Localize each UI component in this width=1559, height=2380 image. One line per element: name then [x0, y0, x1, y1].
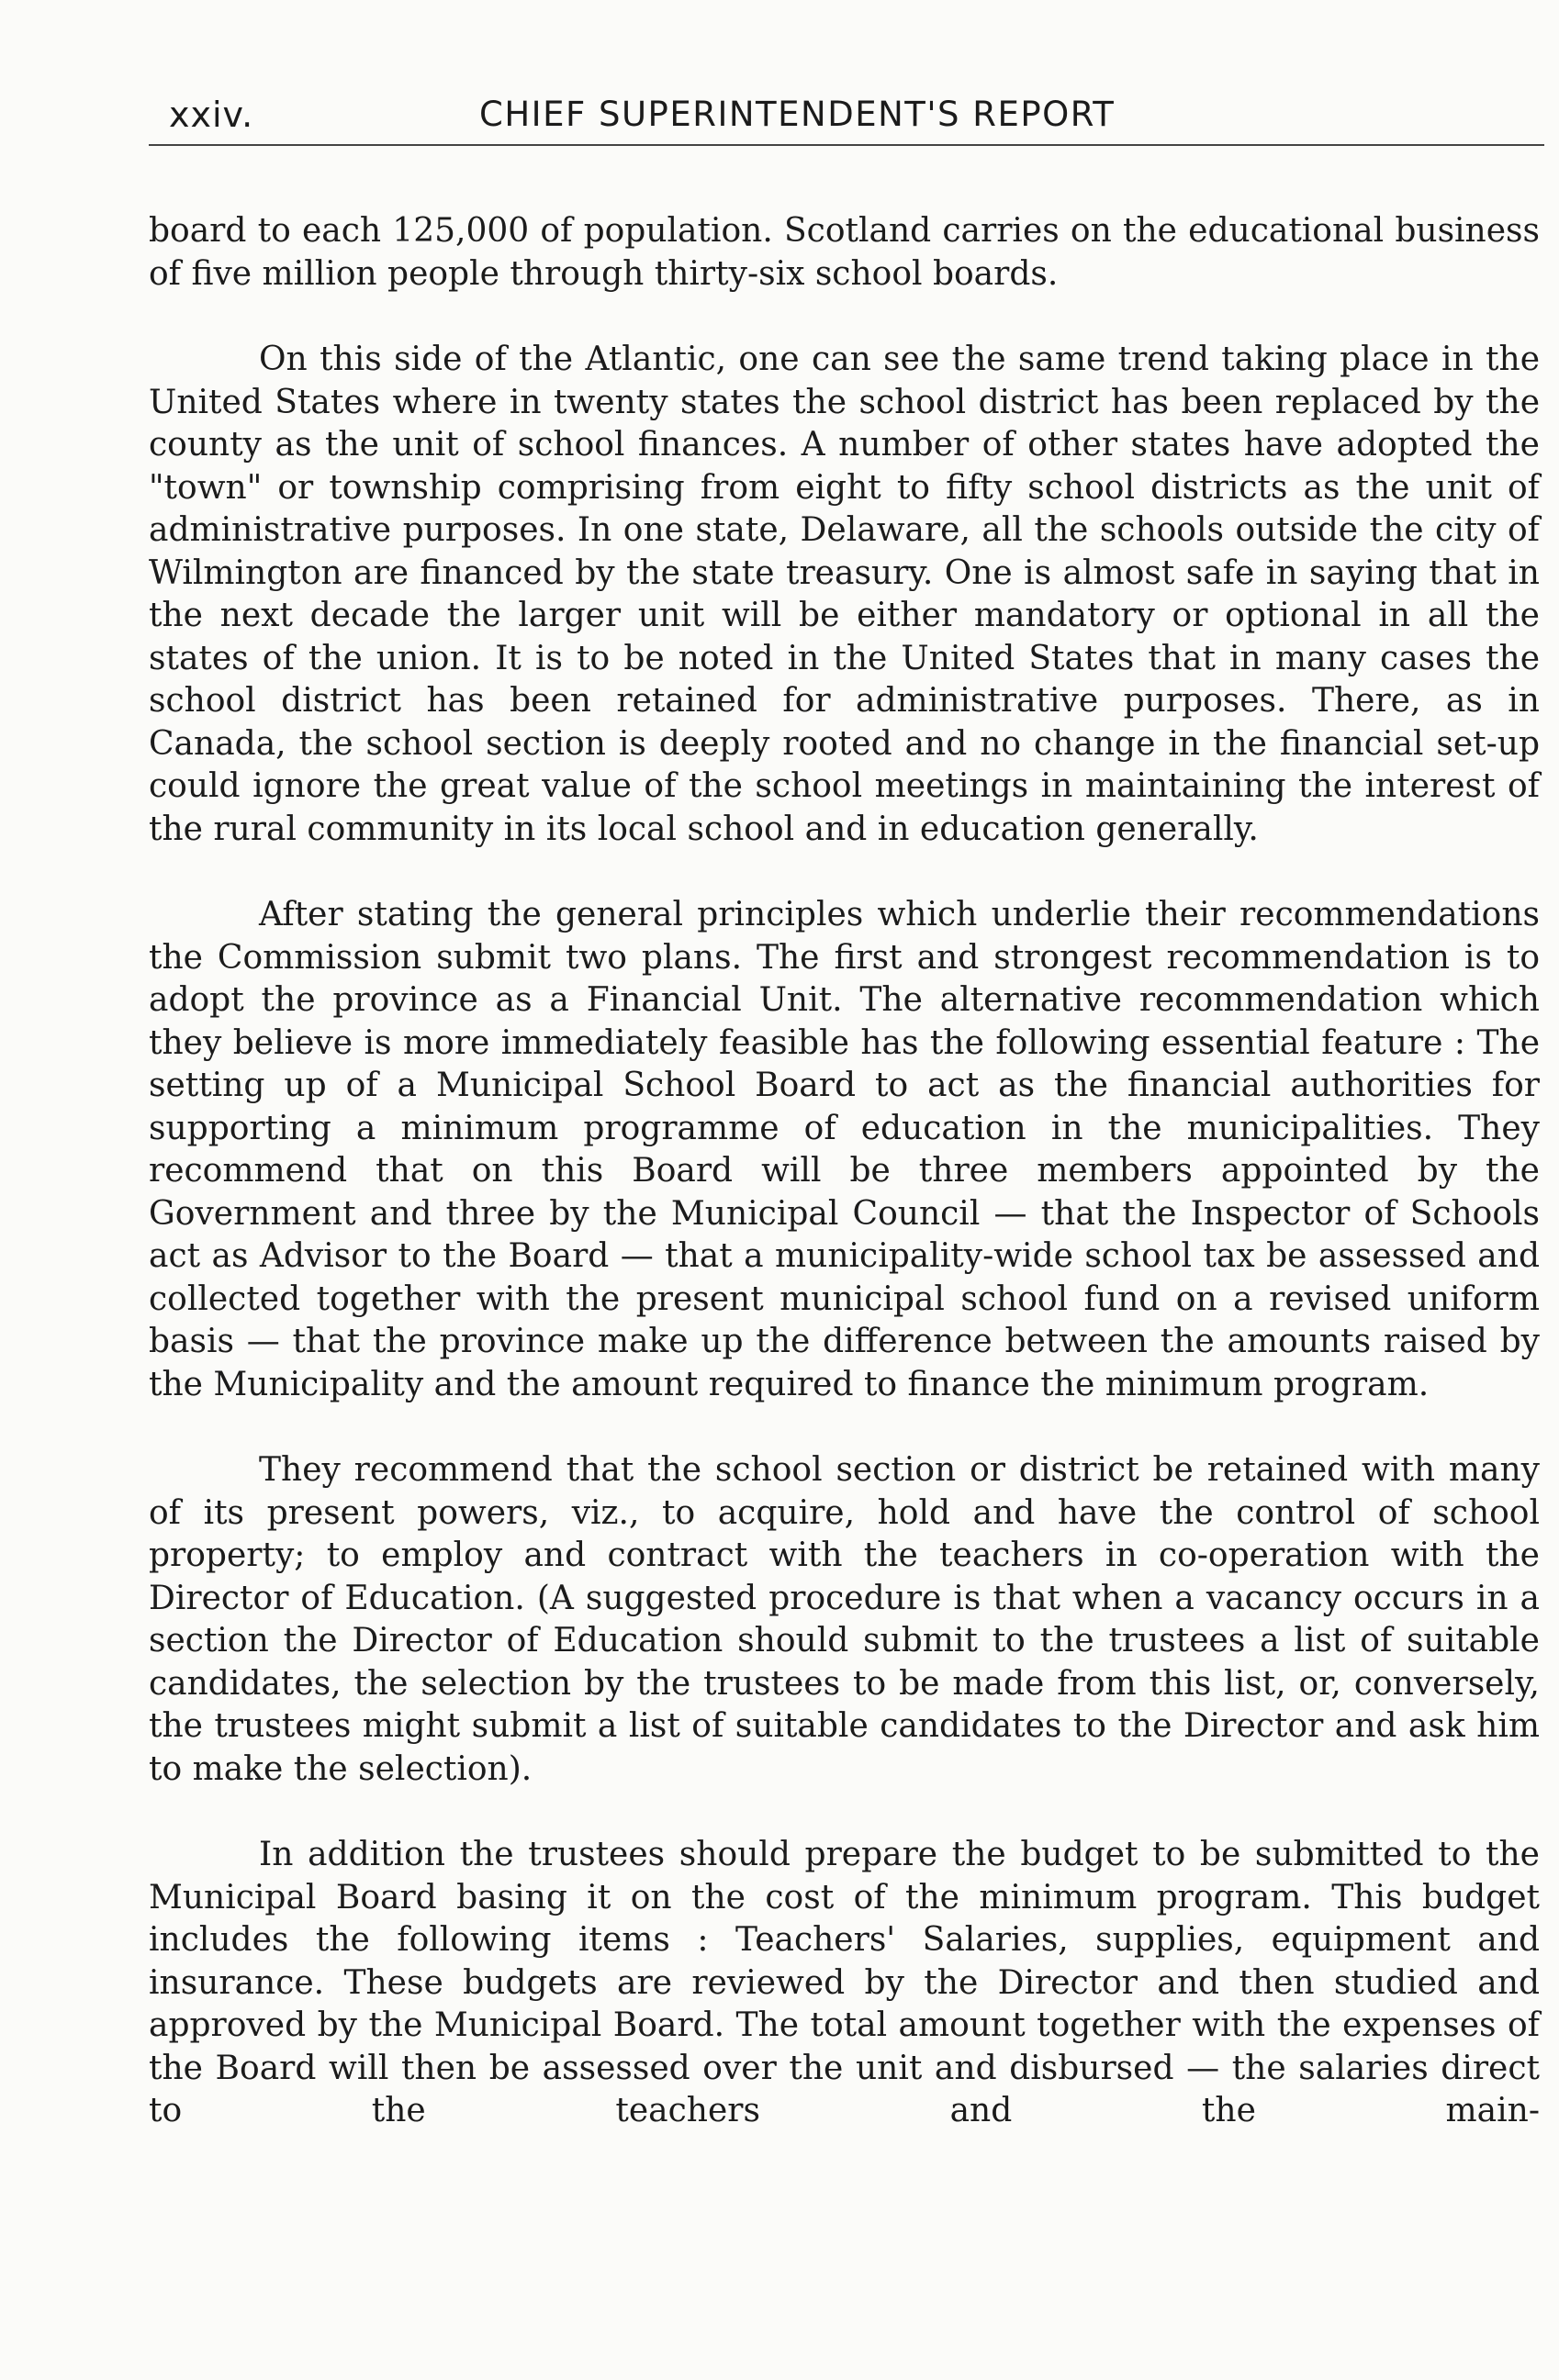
- body-text: [149, 210, 1540, 2133]
- paragraph-school-section: They recommend that the school section or district be retained with many of its present powers, viz., to acquire, hold and have the control of school property; to employ and contract with the teachers in co-operation with the Director of Education. (A suggested procedure is that when a vacancy occurs in a section the Director of Education should submit to the trustees a list of suitable candidates, the selection by the trustees to be made from this list, or, conversely, the trustees might submit a list of suitable candidates to the Director and ask him to make the selection).: [149, 1451, 1540, 1788]
- paragraph-united-states: On this side of the Atlantic, one can see the same trend taking place in the United States where in twenty states the school district has been replaced by the county as the unit of school finances. A number of other states have adopted the "town" or township comprising from eight to fifty school districts as the unit of administrative purposes. In one state, Delaware, all the schools outside the city of Wilmington are financed by the state treasury. One is almost safe in saying that in the next decade the larger unit will be either mandatory or optional in all the states of the union. It is to be noted in the United States that in many cases the school district has been retained for administrative purposes. There, as in Canada, the school section is deeply rooted and no change in the financial set-up could ignore the great value of the school meetings in maintaining the interest of the rural community in its local school and in education generally.: [149, 341, 1540, 848]
- paragraph-budget: In addition the trustees should prepare the budget to be submitted to the Municipal Board basing it on the cost of the minimum program. This budget includes the following items : Teachers' Salaries, supplies, equipment and insurance. These budgets are reviewed by the Director and then studied and approved by the Municipal Board. The total amount together with the expenses of the Board will then be assessed over the unit and disbursed — the salaries direct to the teachers and the main-: [149, 1836, 1540, 2129]
- paragraph-commission-plans: After stating the general principles which underlie their recommendations the Commission submit two plans. The first and strongest recommendation is to adopt the province as a Financial Unit. The alternative recommendation which they believe is more immediately feasible has the following essential feature : The setting up of a Municipal School Board to act as the financial authorities for supporting a minimum programme of education in the municipalities. They recommend that on this Board will be three members appointed by the Government and three by the Municipal Council — that the Inspector of Schools act as Advisor to the Board — that a municipality-wide school tax be assessed and collected together with the present municipal school fund on a revised uniform basis — that the province make up the difference between the amounts raised by the Municipality and the amount required to finance the minimum program.: [149, 896, 1540, 1403]
- page-number: xxiv.: [169, 95, 254, 135]
- paragraph-continuation: board to each 125,000 of population. Scotland carries on the educational business of five million people through thirty-six school boards.: [149, 212, 1540, 293]
- running-title: CHIEF SUPERINTENDENT'S REPORT: [479, 95, 1116, 134]
- page-header: [149, 87, 1544, 146]
